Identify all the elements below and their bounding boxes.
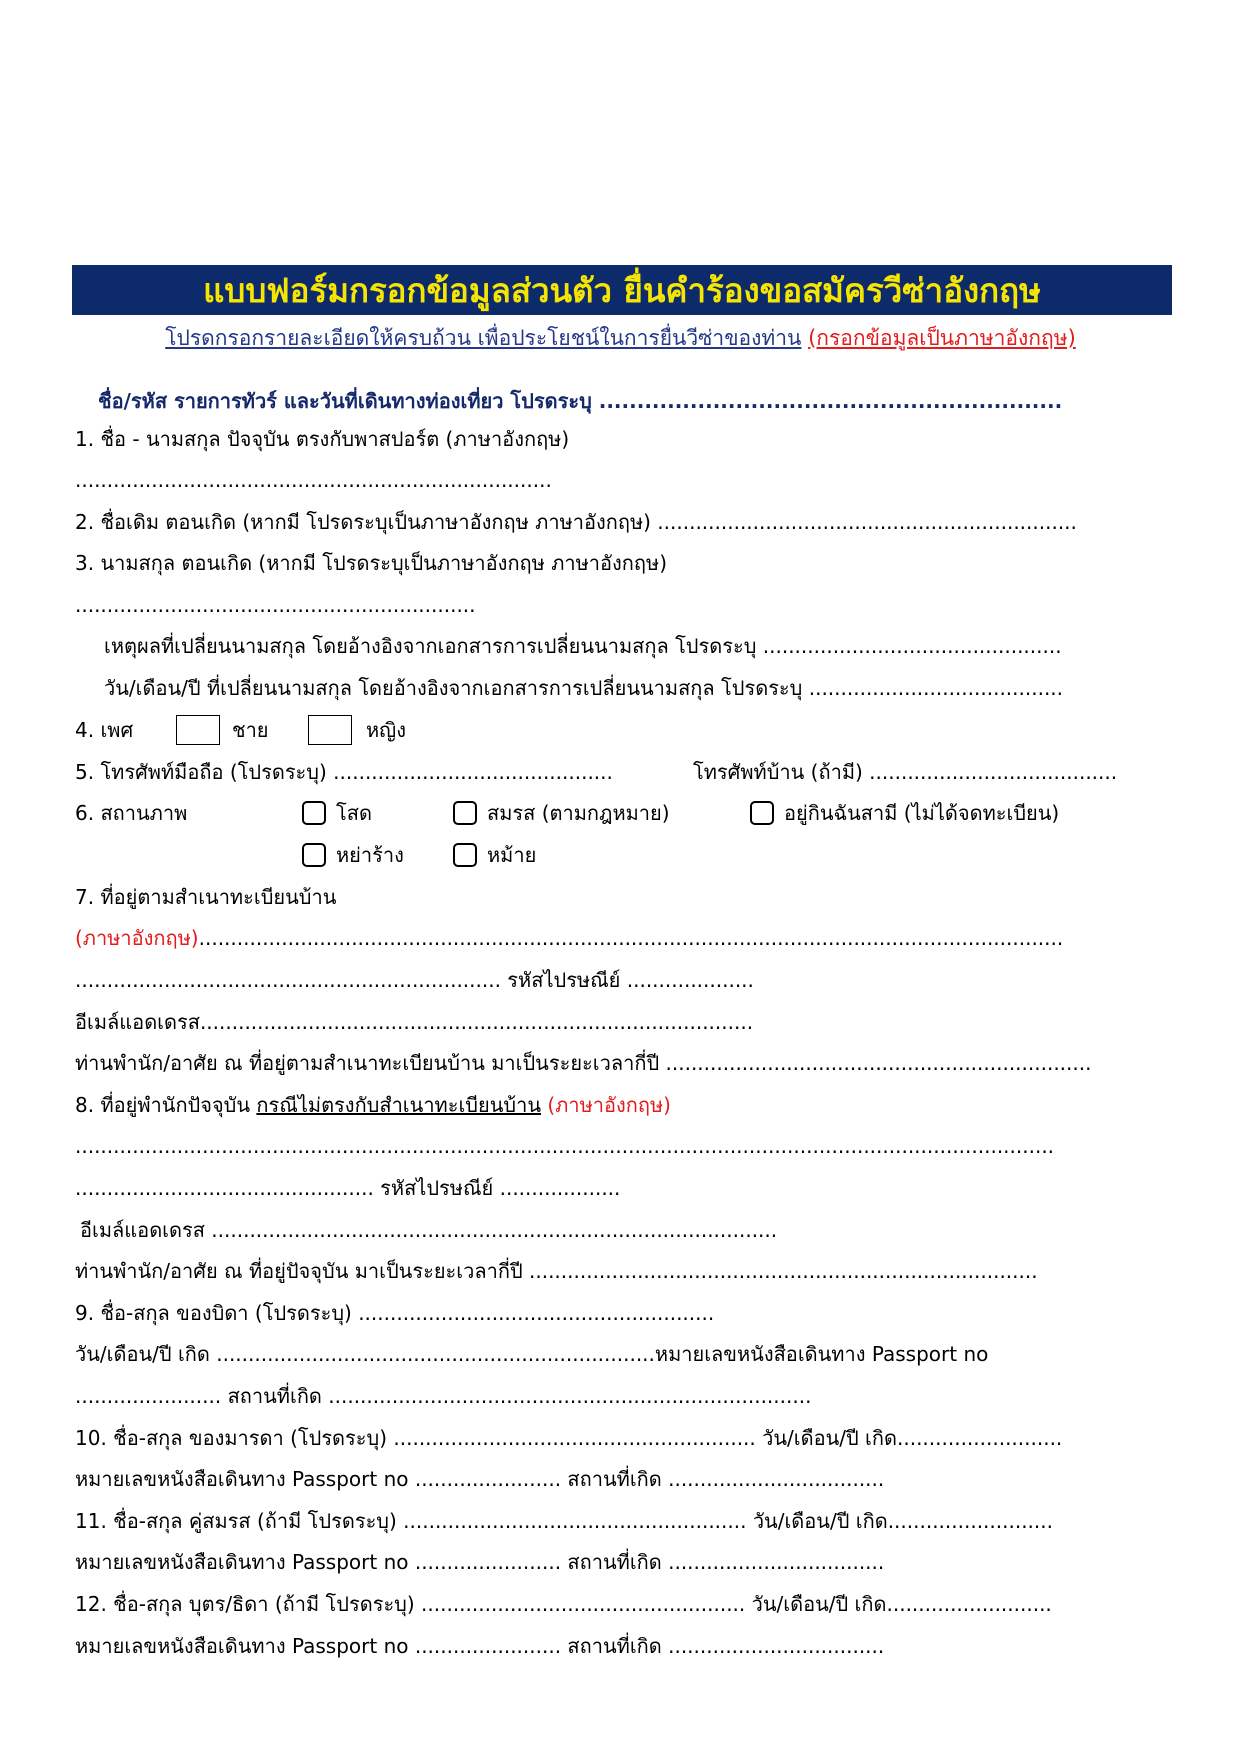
q12-child-passport-field[interactable]: หมายเลขหนังสือเดินทาง Passport no ....................... สถานที่เกิด .................................. [75, 1634, 885, 1658]
q5-home-phone-field[interactable]: โทรศัพท์บ้าน (ถ้ามี) ....................................... [693, 760, 1118, 784]
q7-duration-field[interactable]: ท่านพำนัก/อาศัย ณ ที่อยู่ตามสำเนาทะเบียนบ้าน มาเป็นระยะเวลากี่ปี ................................................................... [75, 1051, 1092, 1075]
q9-father-dob-passport-field[interactable]: วัน/เดือน/ปี เกิด .....................................................................หมายเลขหนังสือเดินทาง Passport no [75, 1342, 989, 1366]
q11-spouse-passport-field[interactable]: หมายเลขหนังสือเดินทาง Passport no ....................... สถานที่เกิด .................................. [75, 1550, 885, 1574]
q12-child-name-field[interactable]: 12. ชื่อ-สกุล บุตร/ธิดา (ถ้ามี โปรดระบุ) ................................................... วัน/เดือน/ปี เกิด.......................... [75, 1592, 1052, 1616]
q4-gender-label: 4. เพศ [75, 718, 134, 742]
status-married-label: สมรส (ตามกฎหมาย) [487, 801, 670, 825]
title-banner [72, 265, 1172, 315]
status-cohabiting-checkbox[interactable] [750, 801, 774, 825]
q6-status-label: 6. สถานภาพ [75, 801, 188, 825]
q8-address-line2-postcode[interactable]: ............................................... รหัสไปรษณีย์ ................... [75, 1176, 621, 1200]
q10-mother-passport-field[interactable]: หมายเลขหนังสือเดินทาง Passport no ....................... สถานที่เกิด .................................. [75, 1467, 885, 1491]
q8-label-row [75, 1091, 671, 1119]
q7-address-dots: ........................................................................................................................................ [198, 926, 1064, 950]
status-widowed-label: หม้าย [487, 843, 537, 867]
q9-father-birthplace-field[interactable]: ....................... สถานที่เกิด ............................................................................ [75, 1384, 812, 1408]
q2-birth-name-field[interactable]: 2. ชื่อเดิม ตอนเกิด (หากมี โปรดระบุเป็นภาษาอังกฤษ ภาษาอังกฤษ) .................................................................. [75, 510, 1077, 534]
q3-change-date-field[interactable]: วัน/เดือน/ปี ที่เปลี่ยนนามสกุล โดยอ้างอิงจากเอกสารการเปลี่ยนนามสกุล โปรดระบุ ........................................ [104, 676, 1064, 700]
tour-info-field[interactable]: ชื่อ/รหัส รายการทัวร์ และวันที่เดินทางท่องเที่ยว โปรดระบุ ............................................................. [98, 389, 1063, 413]
q5-mobile-field[interactable]: 5. โทรศัพท์มือถือ (โปรดระบุ) ............................................ [75, 760, 613, 784]
status-single-label: โสด [336, 801, 372, 825]
subtitle-instruction: โปรดกรอกรายละเอียดให้ครบถ้วน เพื่อประโยชน์ในการยื่นวีซ่าของท่าน [165, 326, 802, 350]
female-label: หญิง [366, 718, 406, 742]
form-title: แบบฟอร์มกรอกข้อมูลส่วนตัว ยื่นคำร้องขอสมัครวีซ่าอังกฤษ [203, 270, 1041, 310]
q7-email-field[interactable]: อีเมล์แอดเดรส....................................................................................... [75, 1010, 754, 1034]
male-checkbox[interactable] [176, 715, 220, 745]
q1-label: 1. ชื่อ - นามสกุล ปัจจุบัน ตรงกับพาสปอร์ต (ภาษาอังกฤษ) [75, 427, 570, 451]
q3-reason-field[interactable]: เหตุผลที่เปลี่ยนนามสกุล โดยอ้างอิงจากเอกสารการเปลี่ยนนามสกุล โปรดระบุ ............................................... [104, 634, 1062, 658]
q8-duration-field[interactable]: ท่านพำนัก/อาศัย ณ ที่อยู่ปัจจุบัน มาเป็นระยะเวลากี่ปี ................................................................................ [75, 1259, 1038, 1283]
q8-language-note: (ภาษาอังกฤษ) [547, 1093, 671, 1117]
q11-spouse-name-field[interactable]: 11. ชื่อ-สกุล คู่สมรส (ถ้ามี โปรดระบุ) ...................................................... วัน/เดือน/ปี เกิด.......................... [75, 1509, 1053, 1533]
status-cohabiting-label: อยู่กินฉันสามี (ไม่ได้จดทะเบียน) [784, 801, 1060, 825]
status-divorced-checkbox[interactable] [302, 843, 326, 867]
q7-label: 7. ที่อยู่ตามสำเนาทะเบียนบ้าน [75, 885, 337, 909]
q7-address-line1[interactable] [75, 924, 1063, 952]
q3-surname-field[interactable]: ............................................................... [75, 593, 476, 617]
q3-label: 3. นามสกุล ตอนเกิด (หากมี โปรดระบุเป็นภาษาอังกฤษ ภาษาอังกฤษ) [75, 551, 668, 575]
q1-name-field[interactable]: ........................................................................... [75, 468, 552, 492]
status-single-checkbox[interactable] [302, 801, 326, 825]
form-subtitle [0, 322, 1241, 355]
q8-email-field[interactable]: อีเมล์แอดเดรส ......................................................................................... [80, 1218, 778, 1242]
male-label: ชาย [232, 718, 269, 742]
status-widowed-checkbox[interactable] [453, 843, 477, 867]
female-checkbox[interactable] [308, 715, 352, 745]
q8-condition: กรณีไม่ตรงกับสำเนาทะเบียนบ้าน [256, 1093, 541, 1117]
q8-address-line1[interactable]: .......................................................................................................................................................... [75, 1134, 1055, 1158]
q10-mother-name-field[interactable]: 10. ชื่อ-สกุล ของมารดา (โปรดระบุ) ......................................................... วัน/เดือน/ปี เกิด.......................... [75, 1426, 1063, 1450]
q7-language-note: (ภาษาอังกฤษ) [75, 926, 199, 950]
q8-label: 8. ที่อยู่พำนักปัจจุบัน [75, 1093, 251, 1117]
subtitle-language-note: (กรอกข้อมูลเป็นภาษาอังกฤษ) [808, 326, 1076, 350]
q7-address-line2-postcode[interactable]: ................................................................... รหัสไปรษณีย์ .................... [75, 968, 754, 992]
q9-father-name-field[interactable]: 9. ชื่อ-สกุล ของบิดา (โปรดระบุ) ........................................................ [75, 1301, 715, 1325]
status-married-checkbox[interactable] [453, 801, 477, 825]
status-divorced-label: หย่าร้าง [336, 843, 404, 867]
